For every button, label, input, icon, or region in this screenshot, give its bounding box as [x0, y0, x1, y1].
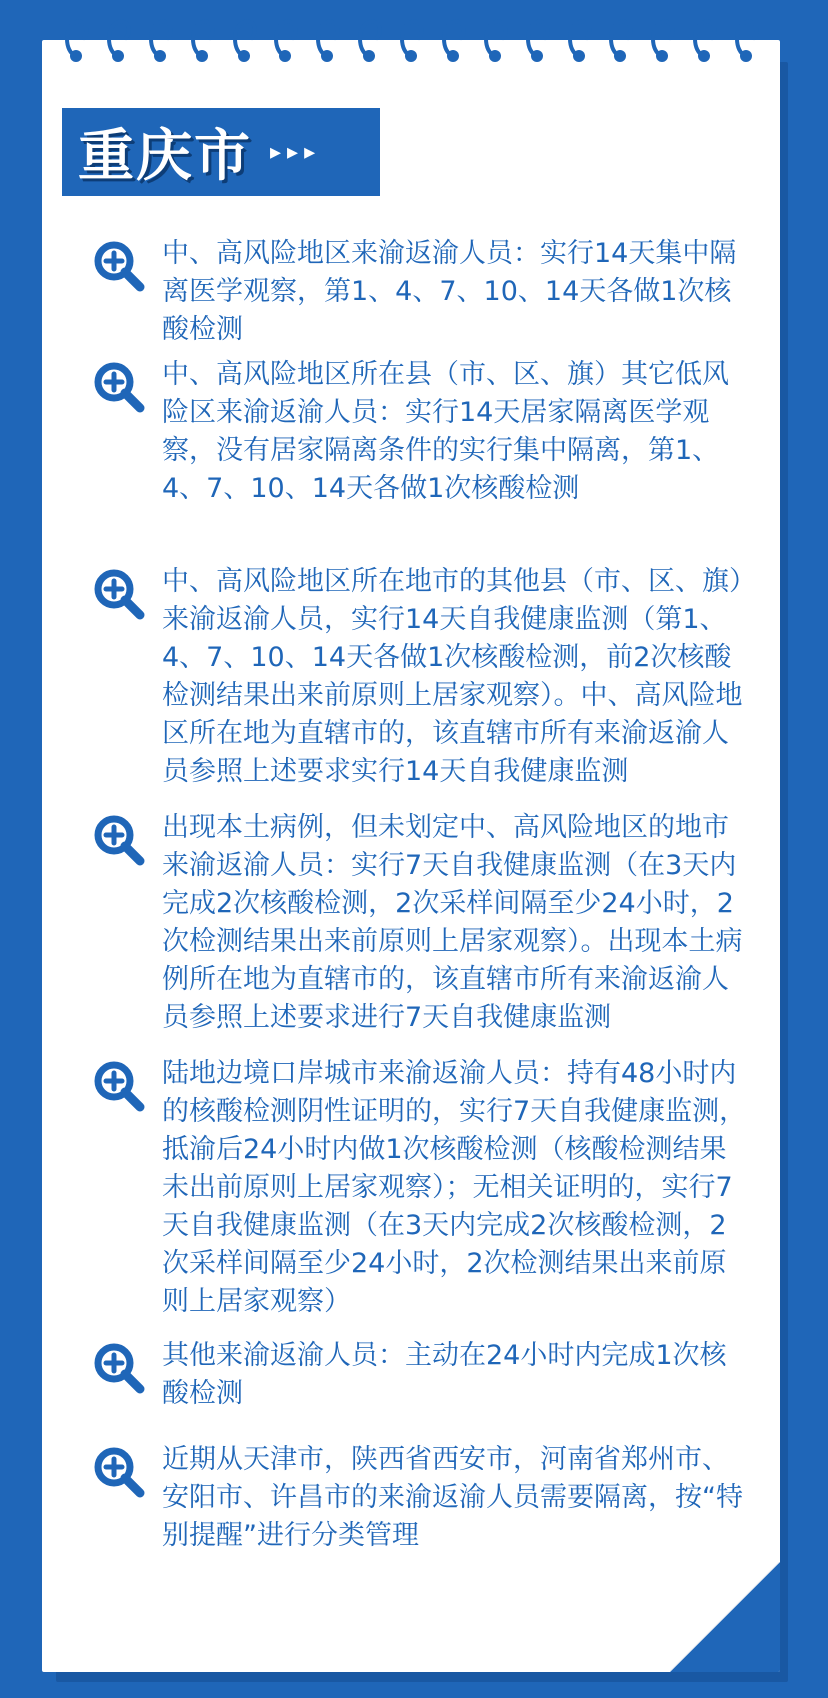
coil-ring-icon: [60, 12, 92, 72]
coil-ring-icon: [269, 12, 301, 72]
coil-ring-icon: [228, 12, 260, 72]
coil-ring-icon: [102, 12, 134, 72]
coil-ring-icon: [437, 12, 469, 72]
magnifier-plus-icon: [90, 811, 148, 869]
magnifier-plus-icon: [90, 1443, 148, 1501]
title-banner: [62, 108, 380, 196]
list-item: [90, 809, 750, 1037]
list-item: [90, 356, 750, 546]
coil-ring-icon: [395, 12, 427, 72]
item-text: 陆地边境口岸城市来渝返渝人员：持有48小时内的核酸检测阴性证明的，实行7天自我健康监测，抵渝后24小时内做1次核酸检测（核酸检测结果未出前原则上居家观察）；无相关证明的，实行7天自我健康监测（在3天内完成2次核酸检测，2次采样间隔至少24小时，2次检测结果出来前原则上居家观察）: [162, 1058, 747, 1317]
coil-ring-icon: [521, 12, 553, 72]
coil-ring-icon: [186, 12, 218, 72]
coil-ring-icon: [563, 12, 595, 72]
list-item: [90, 1337, 750, 1413]
magnifier-plus-icon: [90, 1339, 148, 1397]
magnifier-plus-icon: [90, 565, 148, 623]
item-text: 近期从天津市，陕西省西安市，河南省郑州市、安阳市、许昌市的来渝返渝人员需要隔离，按“特别提醒”进行分类管理: [162, 1444, 743, 1551]
magnifier-plus-icon: [90, 358, 148, 416]
coil-ring-icon: [730, 12, 762, 72]
item-text: 中、高风险地区所在县（市、区、旗）其它低风险区来渝返渝人员：实行14天居家隔离医学观察，没有居家隔离条件的实行集中隔离，第1、4、7、10、14天各做1次核酸检测: [162, 359, 729, 504]
list-item: [90, 235, 750, 343]
coil-ring-icon: [144, 12, 176, 72]
coil-ring-icon: [479, 12, 511, 72]
coil-ring-icon: [311, 12, 343, 72]
list-item: [90, 1055, 750, 1321]
magnifier-plus-icon: [90, 1057, 148, 1115]
page-title: 重庆市: [78, 124, 252, 189]
item-text: 中、高风险地区来渝返渝人员：实行14天集中隔离医学观察，第1、4、7、10、14天各做1次核酸检测: [162, 238, 737, 345]
item-text: 其他来渝返渝人员：主动在24小时内完成1次核酸检测: [162, 1340, 727, 1409]
spiral-binding: [42, 12, 780, 82]
coil-ring-icon: [353, 12, 385, 72]
list-item: [90, 563, 750, 791]
list-item: [90, 1441, 750, 1555]
policy-list: [90, 235, 750, 1555]
arrows-icon: ▸▸▸: [270, 139, 322, 165]
item-text: 出现本土病例，但未划定中、高风险地区的地市来渝返渝人员：实行7天自我健康监测（在3天内完成2次核酸检测，2次采样间隔至少24小时，2次检测结果出来前原则上居家观察）。出现本土病例所在地为直辖市的，该直辖市所有来渝返渝人员参照上述要求进行7天自我健康监测: [162, 812, 743, 1033]
magnifier-plus-icon: [90, 237, 148, 295]
coil-ring-icon: [604, 12, 636, 72]
coil-ring-icon: [646, 12, 678, 72]
item-text: 中、高风险地区所在地市的其他县（市、区、旗）来渝返渝人员，实行14天自我健康监测（第1、4、7、10、14天各做1次核酸检测，前2次核酸检测结果出来前原则上居家观察）。中、高风险地区所在地为直辖市的，该直辖市所有来渝返渝人员参照上述要求实行14天自我健康监测: [162, 566, 743, 787]
coil-ring-icon: [688, 12, 720, 72]
